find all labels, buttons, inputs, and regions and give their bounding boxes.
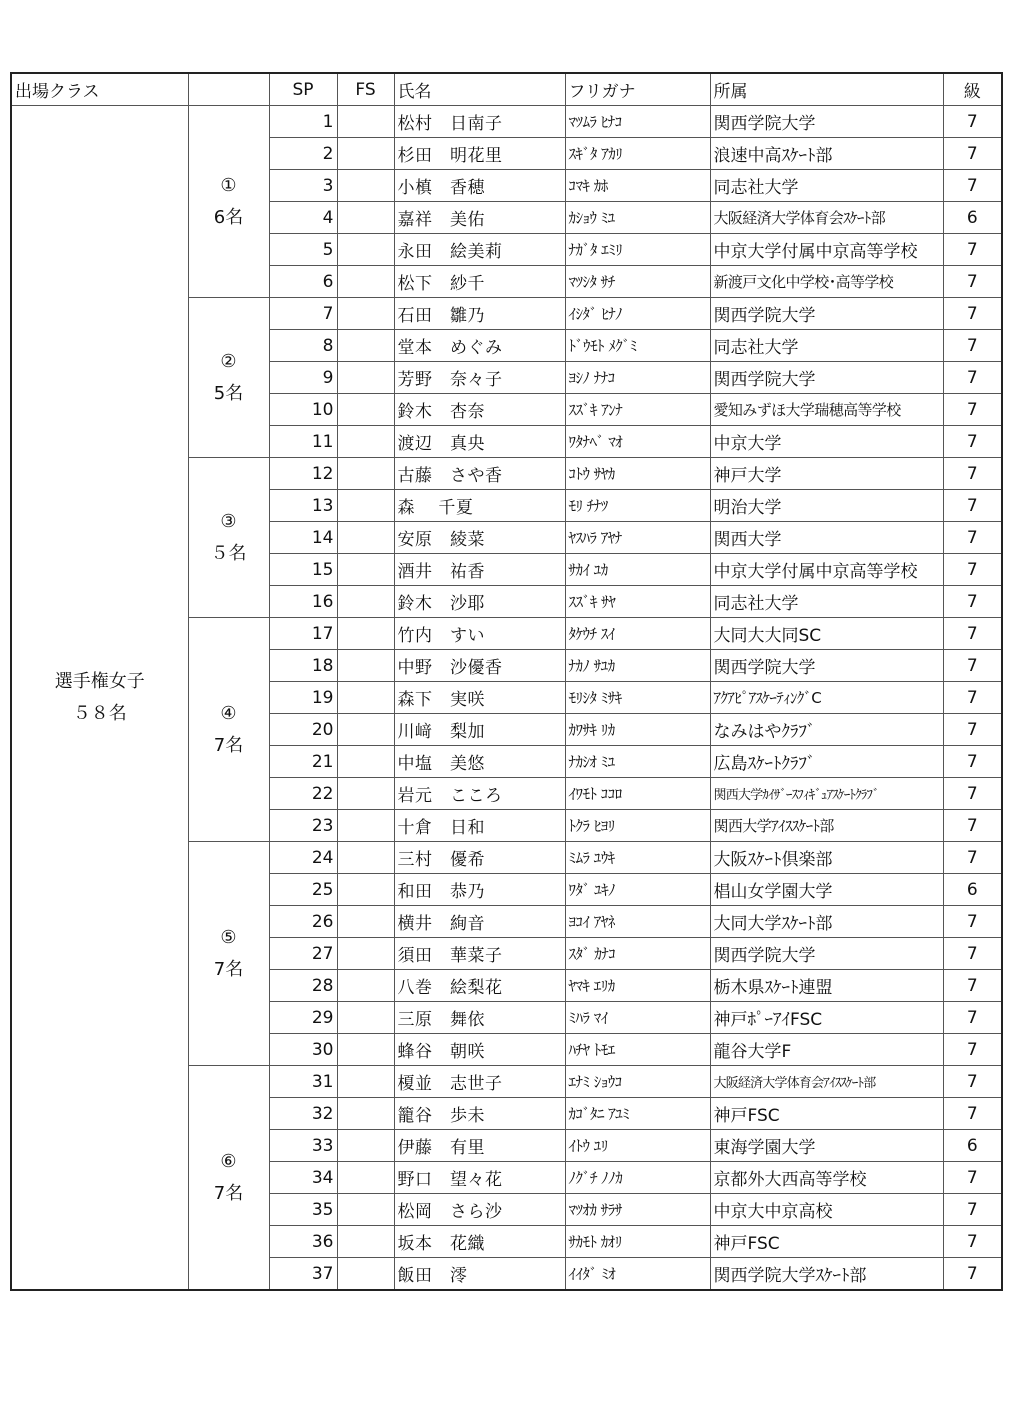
skater-name: 古藤 さや香	[394, 458, 565, 490]
start-order-sp: 16	[269, 586, 337, 618]
skater-grade: 7	[943, 746, 1002, 778]
group-cell	[188, 618, 269, 842]
table-row	[11, 106, 1002, 138]
skater-affiliation: 広島ｽｹｰﾄｸﾗﾌﾞ	[710, 746, 943, 778]
start-order-fs	[337, 522, 394, 554]
skater-furigana: ﾊﾁﾔ ﾄﾓｴ	[565, 1034, 710, 1066]
skater-name: 松村 日南子	[394, 106, 565, 138]
start-order-fs	[337, 266, 394, 298]
skater-affiliation: 栃木県ｽｹｰﾄ連盟	[710, 970, 943, 1002]
start-order-fs	[337, 458, 394, 490]
skater-grade: 7	[943, 1066, 1002, 1098]
start-order-sp: 6	[269, 266, 337, 298]
skater-grade: 7	[943, 1162, 1002, 1194]
start-order-sp: 31	[269, 1066, 337, 1098]
header-group	[188, 73, 269, 106]
skater-affiliation: 中京大学付属中京高等学校	[710, 234, 943, 266]
start-order-sp: 20	[269, 714, 337, 746]
start-order-sp: 12	[269, 458, 337, 490]
skater-grade: 6	[943, 202, 1002, 234]
skater-affiliation: 浪速中高ｽｹｰﾄ部	[710, 138, 943, 170]
start-order-fs	[337, 906, 394, 938]
group-mark: ④	[220, 702, 237, 724]
skater-furigana: ﾏﾂｼﾀ ｻﾁ	[565, 266, 710, 298]
skater-affiliation: 愛知みずほ大学瑞穂高等学校	[710, 394, 943, 426]
start-order-fs	[337, 746, 394, 778]
start-order-fs	[337, 778, 394, 810]
skater-furigana: ﾅｶﾉ ｻﾕｶ	[565, 650, 710, 682]
skater-grade: 7	[943, 426, 1002, 458]
start-order-sp: 13	[269, 490, 337, 522]
start-order-fs	[337, 1034, 394, 1066]
skater-furigana: ﾔｽﾊﾗ ｱﾔﾅ	[565, 522, 710, 554]
skater-affiliation: 明治大学	[710, 490, 943, 522]
skater-name: 和田 恭乃	[394, 874, 565, 906]
skater-furigana: ｻｶﾓﾄ ｶｵﾘ	[565, 1226, 710, 1258]
skater-affiliation: 椙山女学園大学	[710, 874, 943, 906]
skater-affiliation: 神戸ﾎﾟｰｱｲFSC	[710, 1002, 943, 1034]
skater-furigana: ﾖｺｲ ｱﾔﾈ	[565, 906, 710, 938]
skater-furigana: ｲｼﾀﾞ ﾋﾅﾉ	[565, 298, 710, 330]
start-order-sp: 15	[269, 554, 337, 586]
skater-grade: 7	[943, 458, 1002, 490]
start-order-sp: 14	[269, 522, 337, 554]
start-order-fs	[337, 394, 394, 426]
group-count: 6名	[213, 206, 244, 228]
skater-name: 堂本 めぐみ	[394, 330, 565, 362]
skater-affiliation: 中京大学付属中京高等学校	[710, 554, 943, 586]
skater-name: 鈴木 杏奈	[394, 394, 565, 426]
start-order-fs	[337, 362, 394, 394]
start-order-fs	[337, 618, 394, 650]
start-order-fs	[337, 1194, 394, 1226]
skater-name: 酒井 祐香	[394, 554, 565, 586]
header-name: 氏名	[394, 73, 565, 106]
skater-furigana: ﾖｼﾉ ﾅﾅｺ	[565, 362, 710, 394]
skater-grade: 7	[943, 234, 1002, 266]
start-order-sp: 29	[269, 1002, 337, 1034]
skater-furigana: ｴﾅﾐ ｼｮｳｺ	[565, 1066, 710, 1098]
group-cell	[188, 1066, 269, 1291]
start-order-sp: 28	[269, 970, 337, 1002]
skater-name: 中野 沙優香	[394, 650, 565, 682]
start-order-fs	[337, 554, 394, 586]
skater-grade: 7	[943, 522, 1002, 554]
skater-affiliation: 中京大学	[710, 426, 943, 458]
start-order-sp: 7	[269, 298, 337, 330]
skater-grade: 7	[943, 554, 1002, 586]
skater-affiliation: 関西学院大学ｽｹｰﾄ部	[710, 1258, 943, 1291]
skater-name: 森 千夏	[394, 490, 565, 522]
skater-furigana: ｶｺﾞﾀﾆ ｱﾕﾐ	[565, 1098, 710, 1130]
skater-name: 十倉 日和	[394, 810, 565, 842]
skater-grade: 7	[943, 298, 1002, 330]
skater-grade: 7	[943, 330, 1002, 362]
start-order-fs	[337, 1098, 394, 1130]
header-kyu: 級	[943, 73, 1002, 106]
start-order-fs	[337, 810, 394, 842]
skater-name: 石田 雛乃	[394, 298, 565, 330]
skater-affiliation: ｱｸｱﾋﾟｱｽｹｰﾃｨﾝｸﾞC	[710, 682, 943, 714]
skater-grade: 7	[943, 714, 1002, 746]
skater-furigana: ｻｶｲ ﾕｶ	[565, 554, 710, 586]
skater-affiliation: 大阪経済大学体育会ｱｲｽｽｹｰﾄ部	[710, 1066, 943, 1098]
skater-name: 鈴木 沙耶	[394, 586, 565, 618]
skater-grade: 7	[943, 938, 1002, 970]
skater-furigana: ﾉｸﾞﾁ ﾉﾉｶ	[565, 1162, 710, 1194]
skater-grade: 7	[943, 842, 1002, 874]
skater-furigana: ﾐﾊﾗ ﾏｲ	[565, 1002, 710, 1034]
skater-grade: 7	[943, 138, 1002, 170]
skater-furigana: ﾄｸﾗ ﾋﾖﾘ	[565, 810, 710, 842]
skater-name: 籠谷 歩未	[394, 1098, 565, 1130]
start-order-fs	[337, 1226, 394, 1258]
group-mark: ②	[220, 350, 237, 372]
start-order-sp: 2	[269, 138, 337, 170]
start-order-fs	[337, 426, 394, 458]
start-order-fs	[337, 874, 394, 906]
skater-furigana: ｽｷﾞﾀ ｱｶﾘ	[565, 138, 710, 170]
start-order-fs	[337, 138, 394, 170]
skater-furigana: ﾓﾘｼﾀ ﾐｻｷ	[565, 682, 710, 714]
skater-affiliation: 大阪ｽｹｰﾄ倶楽部	[710, 842, 943, 874]
start-order-fs	[337, 298, 394, 330]
group-cell	[188, 106, 269, 298]
skater-furigana: ﾀｹｳﾁ ｽｲ	[565, 618, 710, 650]
skater-furigana: ﾐﾑﾗ ﾕｳｷ	[565, 842, 710, 874]
class-label-cell	[11, 106, 188, 1291]
header-sp: SP	[269, 73, 337, 106]
start-order-fs	[337, 842, 394, 874]
header-affiliation: 所属	[710, 73, 943, 106]
skater-furigana: ｽｽﾞｷ ｻﾔ	[565, 586, 710, 618]
start-order-sp: 37	[269, 1258, 337, 1291]
start-order-fs	[337, 714, 394, 746]
start-order-sp: 30	[269, 1034, 337, 1066]
group-count: 7名	[213, 1182, 244, 1204]
skater-affiliation: 龍谷大学F	[710, 1034, 943, 1066]
skater-grade: 7	[943, 906, 1002, 938]
skater-furigana: ｽｽﾞｷ ｱﾝﾅ	[565, 394, 710, 426]
skater-name: 八巻 絵梨花	[394, 970, 565, 1002]
skater-name: 飯田 澪	[394, 1258, 565, 1291]
skater-name: 中塩 美悠	[394, 746, 565, 778]
skater-furigana: ﾔﾏｷ ｴﾘｶ	[565, 970, 710, 1002]
entry-list-table	[10, 72, 1003, 1291]
skater-affiliation: 神戸FSC	[710, 1098, 943, 1130]
class-label-line1: 選手権女子	[54, 670, 145, 692]
skater-furigana: ﾅｶﾞﾀ ｴﾐﾘ	[565, 234, 710, 266]
skater-grade: 7	[943, 1258, 1002, 1291]
skater-affiliation: 大同大大同SC	[710, 618, 943, 650]
group-count: 7名	[213, 734, 244, 756]
skater-affiliation: 関西大学	[710, 522, 943, 554]
skater-affiliation: 関西学院大学	[710, 362, 943, 394]
start-order-sp: 23	[269, 810, 337, 842]
start-order-sp: 11	[269, 426, 337, 458]
start-order-sp: 27	[269, 938, 337, 970]
skater-name: 松下 紗千	[394, 266, 565, 298]
group-mark: ①	[220, 174, 237, 196]
start-order-sp: 33	[269, 1130, 337, 1162]
start-order-sp: 32	[269, 1098, 337, 1130]
skater-name: 川﨑 梨加	[394, 714, 565, 746]
start-order-fs	[337, 938, 394, 970]
group-cell	[188, 298, 269, 458]
skater-name: 三原 舞依	[394, 1002, 565, 1034]
start-order-sp: 8	[269, 330, 337, 362]
start-order-sp: 25	[269, 874, 337, 906]
start-order-sp: 18	[269, 650, 337, 682]
start-order-sp: 21	[269, 746, 337, 778]
skater-furigana: ｶｼｮｳ ﾐﾕ	[565, 202, 710, 234]
start-order-fs	[337, 682, 394, 714]
start-order-sp: 10	[269, 394, 337, 426]
skater-name: 竹内 すい	[394, 618, 565, 650]
start-order-fs	[337, 490, 394, 522]
skater-furigana: ｲﾄｳ ﾕﾘ	[565, 1130, 710, 1162]
start-order-sp: 36	[269, 1226, 337, 1258]
skater-affiliation: 中京大中京高校	[710, 1194, 943, 1226]
start-order-fs	[337, 1002, 394, 1034]
class-label-line2: ５８名	[72, 702, 127, 724]
start-order-sp: 35	[269, 1194, 337, 1226]
header-fs: FS	[337, 73, 394, 106]
skater-grade: 7	[943, 1034, 1002, 1066]
header-row	[11, 73, 1002, 106]
skater-name: 坂本 花織	[394, 1226, 565, 1258]
skater-grade: 7	[943, 1226, 1002, 1258]
skater-affiliation: 東海学園大学	[710, 1130, 943, 1162]
skater-affiliation: 京都外大西高等学校	[710, 1162, 943, 1194]
start-order-sp: 9	[269, 362, 337, 394]
skater-name: 芳野 奈々子	[394, 362, 565, 394]
start-order-fs	[337, 650, 394, 682]
skater-furigana: ｲﾜﾓﾄ ｺｺﾛ	[565, 778, 710, 810]
start-order-sp: 1	[269, 106, 337, 138]
skater-furigana: ｶﾜｻｷ ﾘｶ	[565, 714, 710, 746]
skater-grade: 7	[943, 682, 1002, 714]
skater-affiliation: 同志社大学	[710, 586, 943, 618]
skater-affiliation: 関西学院大学	[710, 938, 943, 970]
skater-name: 渡辺 真央	[394, 426, 565, 458]
group-mark: ③	[220, 510, 237, 532]
start-order-fs	[337, 970, 394, 1002]
skater-name: 野口 望々花	[394, 1162, 565, 1194]
skater-furigana: ﾜﾀﾅﾍﾞ ﾏｵ	[565, 426, 710, 458]
skater-grade: 7	[943, 394, 1002, 426]
start-order-sp: 17	[269, 618, 337, 650]
skater-grade: 7	[943, 106, 1002, 138]
header-class: 出場クラス	[11, 73, 188, 106]
skater-name: 須田 華菜子	[394, 938, 565, 970]
skater-furigana: ﾜﾀﾞ ﾕｷﾉ	[565, 874, 710, 906]
skater-furigana: ﾅｶｼｵ ﾐﾕ	[565, 746, 710, 778]
skater-affiliation: 新渡戸文化中学校･高等学校	[710, 266, 943, 298]
skater-name: 小槙 香穂	[394, 170, 565, 202]
start-order-sp: 19	[269, 682, 337, 714]
start-order-fs	[337, 1258, 394, 1291]
skater-furigana: ｺﾄｳ ｻﾔｶ	[565, 458, 710, 490]
skater-name: 嘉祥 美佑	[394, 202, 565, 234]
skater-affiliation: 関西大学ｱｲｽｽｹｰﾄ部	[710, 810, 943, 842]
skater-grade: 7	[943, 1002, 1002, 1034]
start-order-fs	[337, 106, 394, 138]
skater-furigana: ﾏﾂｵｶ ｻﾗｻ	[565, 1194, 710, 1226]
skater-furigana: ｲｲﾀﾞ ﾐｵ	[565, 1258, 710, 1291]
skater-name: 榎並 志世子	[394, 1066, 565, 1098]
start-order-fs	[337, 170, 394, 202]
group-count: 7名	[213, 958, 244, 980]
skater-name: 横井 絢音	[394, 906, 565, 938]
start-order-fs	[337, 202, 394, 234]
start-order-fs	[337, 234, 394, 266]
group-count: ５名	[210, 542, 247, 564]
group-cell	[188, 842, 269, 1066]
skater-grade: 7	[943, 170, 1002, 202]
start-order-sp: 34	[269, 1162, 337, 1194]
skater-affiliation: 神戸FSC	[710, 1226, 943, 1258]
skater-name: 永田 絵美莉	[394, 234, 565, 266]
skater-name: 伊藤 有里	[394, 1130, 565, 1162]
start-order-sp: 3	[269, 170, 337, 202]
start-order-sp: 22	[269, 778, 337, 810]
skater-affiliation: 関西学院大学	[710, 650, 943, 682]
start-order-fs	[337, 586, 394, 618]
skater-grade: 7	[943, 1098, 1002, 1130]
skater-affiliation: 同志社大学	[710, 330, 943, 362]
skater-affiliation: 大阪経済大学体育会ｽｹｰﾄ部	[710, 202, 943, 234]
start-order-fs	[337, 1066, 394, 1098]
skater-name: 蜂谷 朝咲	[394, 1034, 565, 1066]
skater-name: 岩元 こころ	[394, 778, 565, 810]
header-kana: フリガナ	[565, 73, 710, 106]
skater-name: 安原 綾菜	[394, 522, 565, 554]
skater-affiliation: 大同大学ｽｹｰﾄ部	[710, 906, 943, 938]
group-mark: ⑥	[220, 1150, 237, 1172]
start-order-sp: 26	[269, 906, 337, 938]
skater-affiliation: 関西学院大学	[710, 106, 943, 138]
skater-grade: 7	[943, 778, 1002, 810]
skater-grade: 6	[943, 1130, 1002, 1162]
start-order-sp: 5	[269, 234, 337, 266]
skater-furigana: ﾄﾞｳﾓﾄ ﾒｸﾞﾐ	[565, 330, 710, 362]
skater-name: 松岡 さら沙	[394, 1194, 565, 1226]
skater-affiliation: 同志社大学	[710, 170, 943, 202]
skater-furigana: ｺﾏｷ ｶﾎ	[565, 170, 710, 202]
roster-body	[11, 106, 1002, 1291]
skater-grade: 6	[943, 874, 1002, 906]
skater-furigana: ﾓﾘ ﾁﾅﾂ	[565, 490, 710, 522]
skater-affiliation: 関西大学ｶｲｻﾞｰｽﾌｨｷﾞｭｱｽｹｰﾄｸﾗﾌﾞ	[710, 778, 943, 810]
skater-furigana: ｽﾀﾞ ｶﾅｺ	[565, 938, 710, 970]
skater-affiliation: 関西学院大学	[710, 298, 943, 330]
skater-grade: 7	[943, 1194, 1002, 1226]
skater-name: 森下 実咲	[394, 682, 565, 714]
skater-grade: 7	[943, 810, 1002, 842]
skater-grade: 7	[943, 970, 1002, 1002]
start-order-sp: 24	[269, 842, 337, 874]
group-cell	[188, 458, 269, 618]
skater-name: 三村 優希	[394, 842, 565, 874]
skater-grade: 7	[943, 586, 1002, 618]
start-order-fs	[337, 1162, 394, 1194]
skater-grade: 7	[943, 490, 1002, 522]
start-order-sp: 4	[269, 202, 337, 234]
skater-affiliation: 神戸大学	[710, 458, 943, 490]
skater-name: 杉田 明花里	[394, 138, 565, 170]
skater-grade: 7	[943, 650, 1002, 682]
skater-furigana: ﾏﾂﾑﾗ ﾋﾅｺ	[565, 106, 710, 138]
skater-grade: 7	[943, 362, 1002, 394]
start-order-fs	[337, 1130, 394, 1162]
start-order-fs	[337, 330, 394, 362]
skater-affiliation: なみはやｸﾗﾌﾞ	[710, 714, 943, 746]
group-mark: ⑤	[220, 926, 237, 948]
skater-grade: 7	[943, 266, 1002, 298]
skater-grade: 7	[943, 618, 1002, 650]
group-count: 5名	[213, 382, 244, 404]
